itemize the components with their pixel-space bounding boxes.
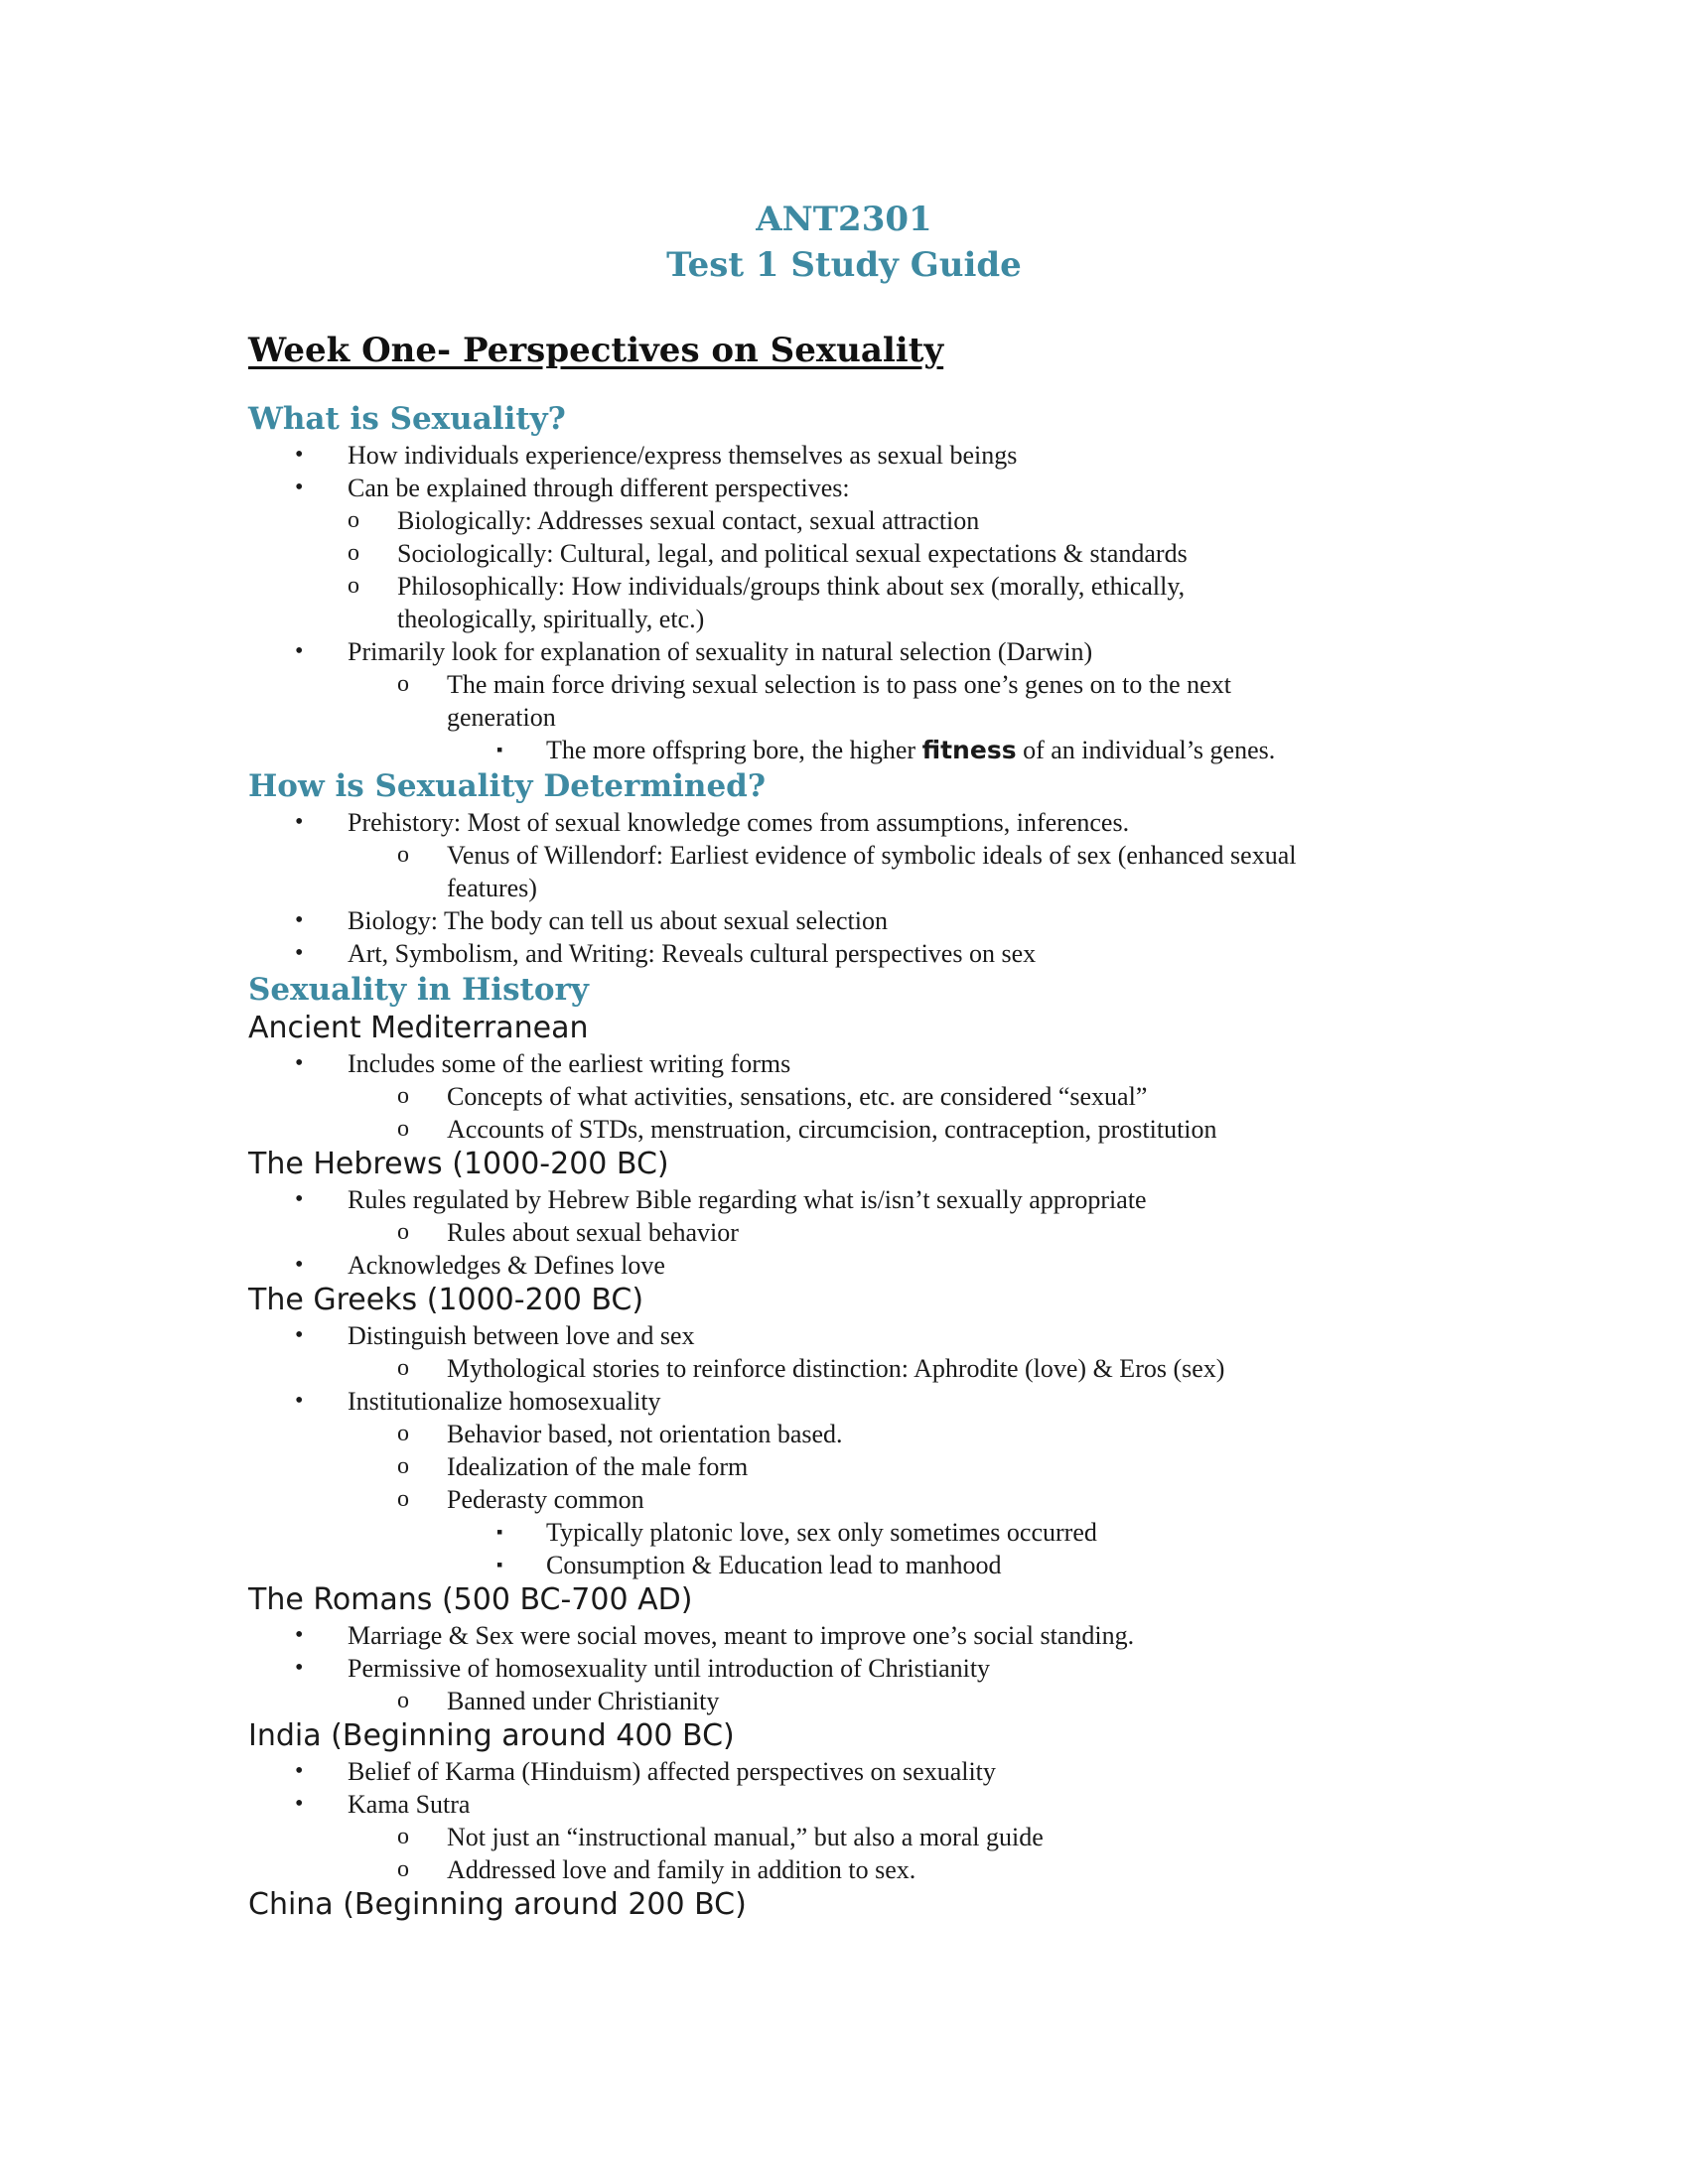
bullet-icon: • <box>295 1322 304 1348</box>
circle-bullet-icon: o <box>397 1688 409 1713</box>
list-item: • Belief of Karma (Hinduism) affected perspectives on sexuality <box>295 1757 996 1786</box>
section-heading-history: Sexuality in History <box>248 972 589 1008</box>
list-item: o Concepts of what activities, sensations, etc. are considered “sexual” <box>397 1082 1148 1111</box>
list-item: o Accounts of STDs, menstruation, circumcision, contraception, prostitution <box>397 1115 1217 1144</box>
circle-bullet-icon: o <box>397 671 409 697</box>
title-block <box>248 197 1440 288</box>
list-item: • Prehistory: Most of sexual knowledge comes from assumptions, inferences. <box>295 808 1130 837</box>
circle-bullet-icon: o <box>348 540 359 566</box>
bullet-icon: • <box>295 475 304 500</box>
bullet-icon: • <box>295 638 304 664</box>
list-item: ▪ The more offspring bore, the higher fitness of an individual’s genes. <box>496 736 1276 764</box>
circle-bullet-icon: o <box>397 1824 409 1849</box>
course-code: ANT2301 <box>756 200 932 239</box>
circle-bullet-icon: o <box>397 1856 409 1882</box>
list-item: • How individuals experience/express themselves as sexual beings <box>295 441 1018 470</box>
list-item: o The main force driving sexual selection is to pass one’s genes on to the next <box>397 670 1231 699</box>
list-item: o Behavior based, not orientation based. <box>397 1420 843 1448</box>
bullet-icon: • <box>295 1758 304 1784</box>
circle-bullet-icon: o <box>397 1421 409 1446</box>
bullet-icon: • <box>295 1388 304 1414</box>
era-heading-ancient: Ancient Mediterranean <box>248 1011 589 1045</box>
circle-bullet-icon: o <box>348 507 359 533</box>
list-item: o Sociologically: Cultural, legal, and political sexual expectations & standards <box>348 539 1188 568</box>
bullet-icon: • <box>295 1622 304 1648</box>
list-item: • Art, Symbolism, and Writing: Reveals cultural perspectives on sex <box>295 939 1037 968</box>
circle-bullet-icon: o <box>397 1219 409 1245</box>
list-item: • Distinguish between love and sex <box>295 1321 695 1350</box>
square-bullet-icon: ▪ <box>496 740 503 759</box>
era-heading-romans: The Romans (500 BC-700 AD) <box>248 1582 693 1617</box>
circle-bullet-icon: o <box>397 1116 409 1142</box>
list-item: • Primarily look for explanation of sexuality in natural selection (Darwin) <box>295 637 1093 666</box>
circle-bullet-icon: o <box>397 842 409 868</box>
list-item: o Rules about sexual behavior <box>397 1218 739 1247</box>
list-item-continuation: theologically, spiritually, etc.) <box>397 605 705 633</box>
week-heading: Week One- Perspectives on Sexuality <box>248 331 944 370</box>
list-item: o Biologically: Addresses sexual contact, sexual attraction <box>348 506 980 535</box>
list-item: • Biology: The body can tell us about sexual selection <box>295 906 888 935</box>
list-item: o Pederasty common <box>397 1485 644 1514</box>
document-title: Test 1 Study Guide <box>666 245 1022 285</box>
circle-bullet-icon: o <box>348 573 359 599</box>
list-item: o Addressed love and family in addition to sex. <box>397 1855 916 1884</box>
list-item: o Venus of Willendorf: Earliest evidence of symbolic ideals of sex (enhanced sexual <box>397 841 1297 870</box>
list-item: • Includes some of the earliest writing forms <box>295 1049 791 1078</box>
bullet-icon: • <box>295 1791 304 1817</box>
square-bullet-icon: ▪ <box>496 1522 503 1542</box>
bullet-icon: • <box>295 1252 304 1278</box>
list-item: o Not just an “instructional manual,” but also a moral guide <box>397 1823 1044 1851</box>
list-item: • Institutionalize homosexuality <box>295 1387 661 1416</box>
bullet-icon: • <box>295 1050 304 1076</box>
list-item: o Idealization of the male form <box>397 1452 749 1481</box>
list-item: • Acknowledges & Defines love <box>295 1251 665 1280</box>
circle-bullet-icon: o <box>397 1486 409 1512</box>
list-item: • Permissive of homosexuality until introduction of Christianity <box>295 1654 991 1683</box>
list-item: o Banned under Christianity <box>397 1687 720 1715</box>
bullet-icon: • <box>295 809 304 835</box>
section-heading-how: How is Sexuality Determined? <box>248 768 767 804</box>
bullet-icon: • <box>295 1186 304 1212</box>
list-item: • Rules regulated by Hebrew Bible regarding what is/isn’t sexually appropriate <box>295 1185 1147 1214</box>
bullet-icon: • <box>295 907 304 933</box>
list-item-continuation: features) <box>447 874 537 902</box>
circle-bullet-icon: o <box>397 1083 409 1109</box>
fitness-term: fitness <box>921 736 1017 764</box>
list-item: o Mythological stories to reinforce distinction: Aphrodite (love) & Eros (sex) <box>397 1354 1225 1383</box>
era-heading-greeks: The Greeks (1000-200 BC) <box>248 1283 644 1317</box>
circle-bullet-icon: o <box>397 1355 409 1381</box>
era-heading-india: India (Beginning around 400 BC) <box>248 1718 735 1753</box>
list-item: • Marriage & Sex were social moves, meant to improve one’s social standing. <box>295 1621 1135 1650</box>
bullet-icon: • <box>295 940 304 966</box>
list-item: o Philosophically: How individuals/groups think about sex (morally, ethically, <box>348 572 1186 601</box>
bullet-icon: • <box>295 1655 304 1681</box>
list-item-continuation: generation <box>447 703 556 732</box>
list-item: ▪ Typically platonic love, sex only sometimes occurred <box>496 1518 1097 1547</box>
era-heading-hebrews: The Hebrews (1000-200 BC) <box>248 1147 669 1181</box>
list-item: • Kama Sutra <box>295 1790 471 1819</box>
document-page <box>248 197 1440 1924</box>
section-heading-what: What is Sexuality? <box>248 401 566 437</box>
square-bullet-icon: ▪ <box>496 1555 503 1574</box>
list-item: ▪ Consumption & Education lead to manhood <box>496 1551 1002 1579</box>
era-heading-china: China (Beginning around 200 BC) <box>248 1887 747 1922</box>
bullet-icon: • <box>295 442 304 468</box>
circle-bullet-icon: o <box>397 1453 409 1479</box>
list-item: • Can be explained through different perspectives: <box>295 474 850 502</box>
